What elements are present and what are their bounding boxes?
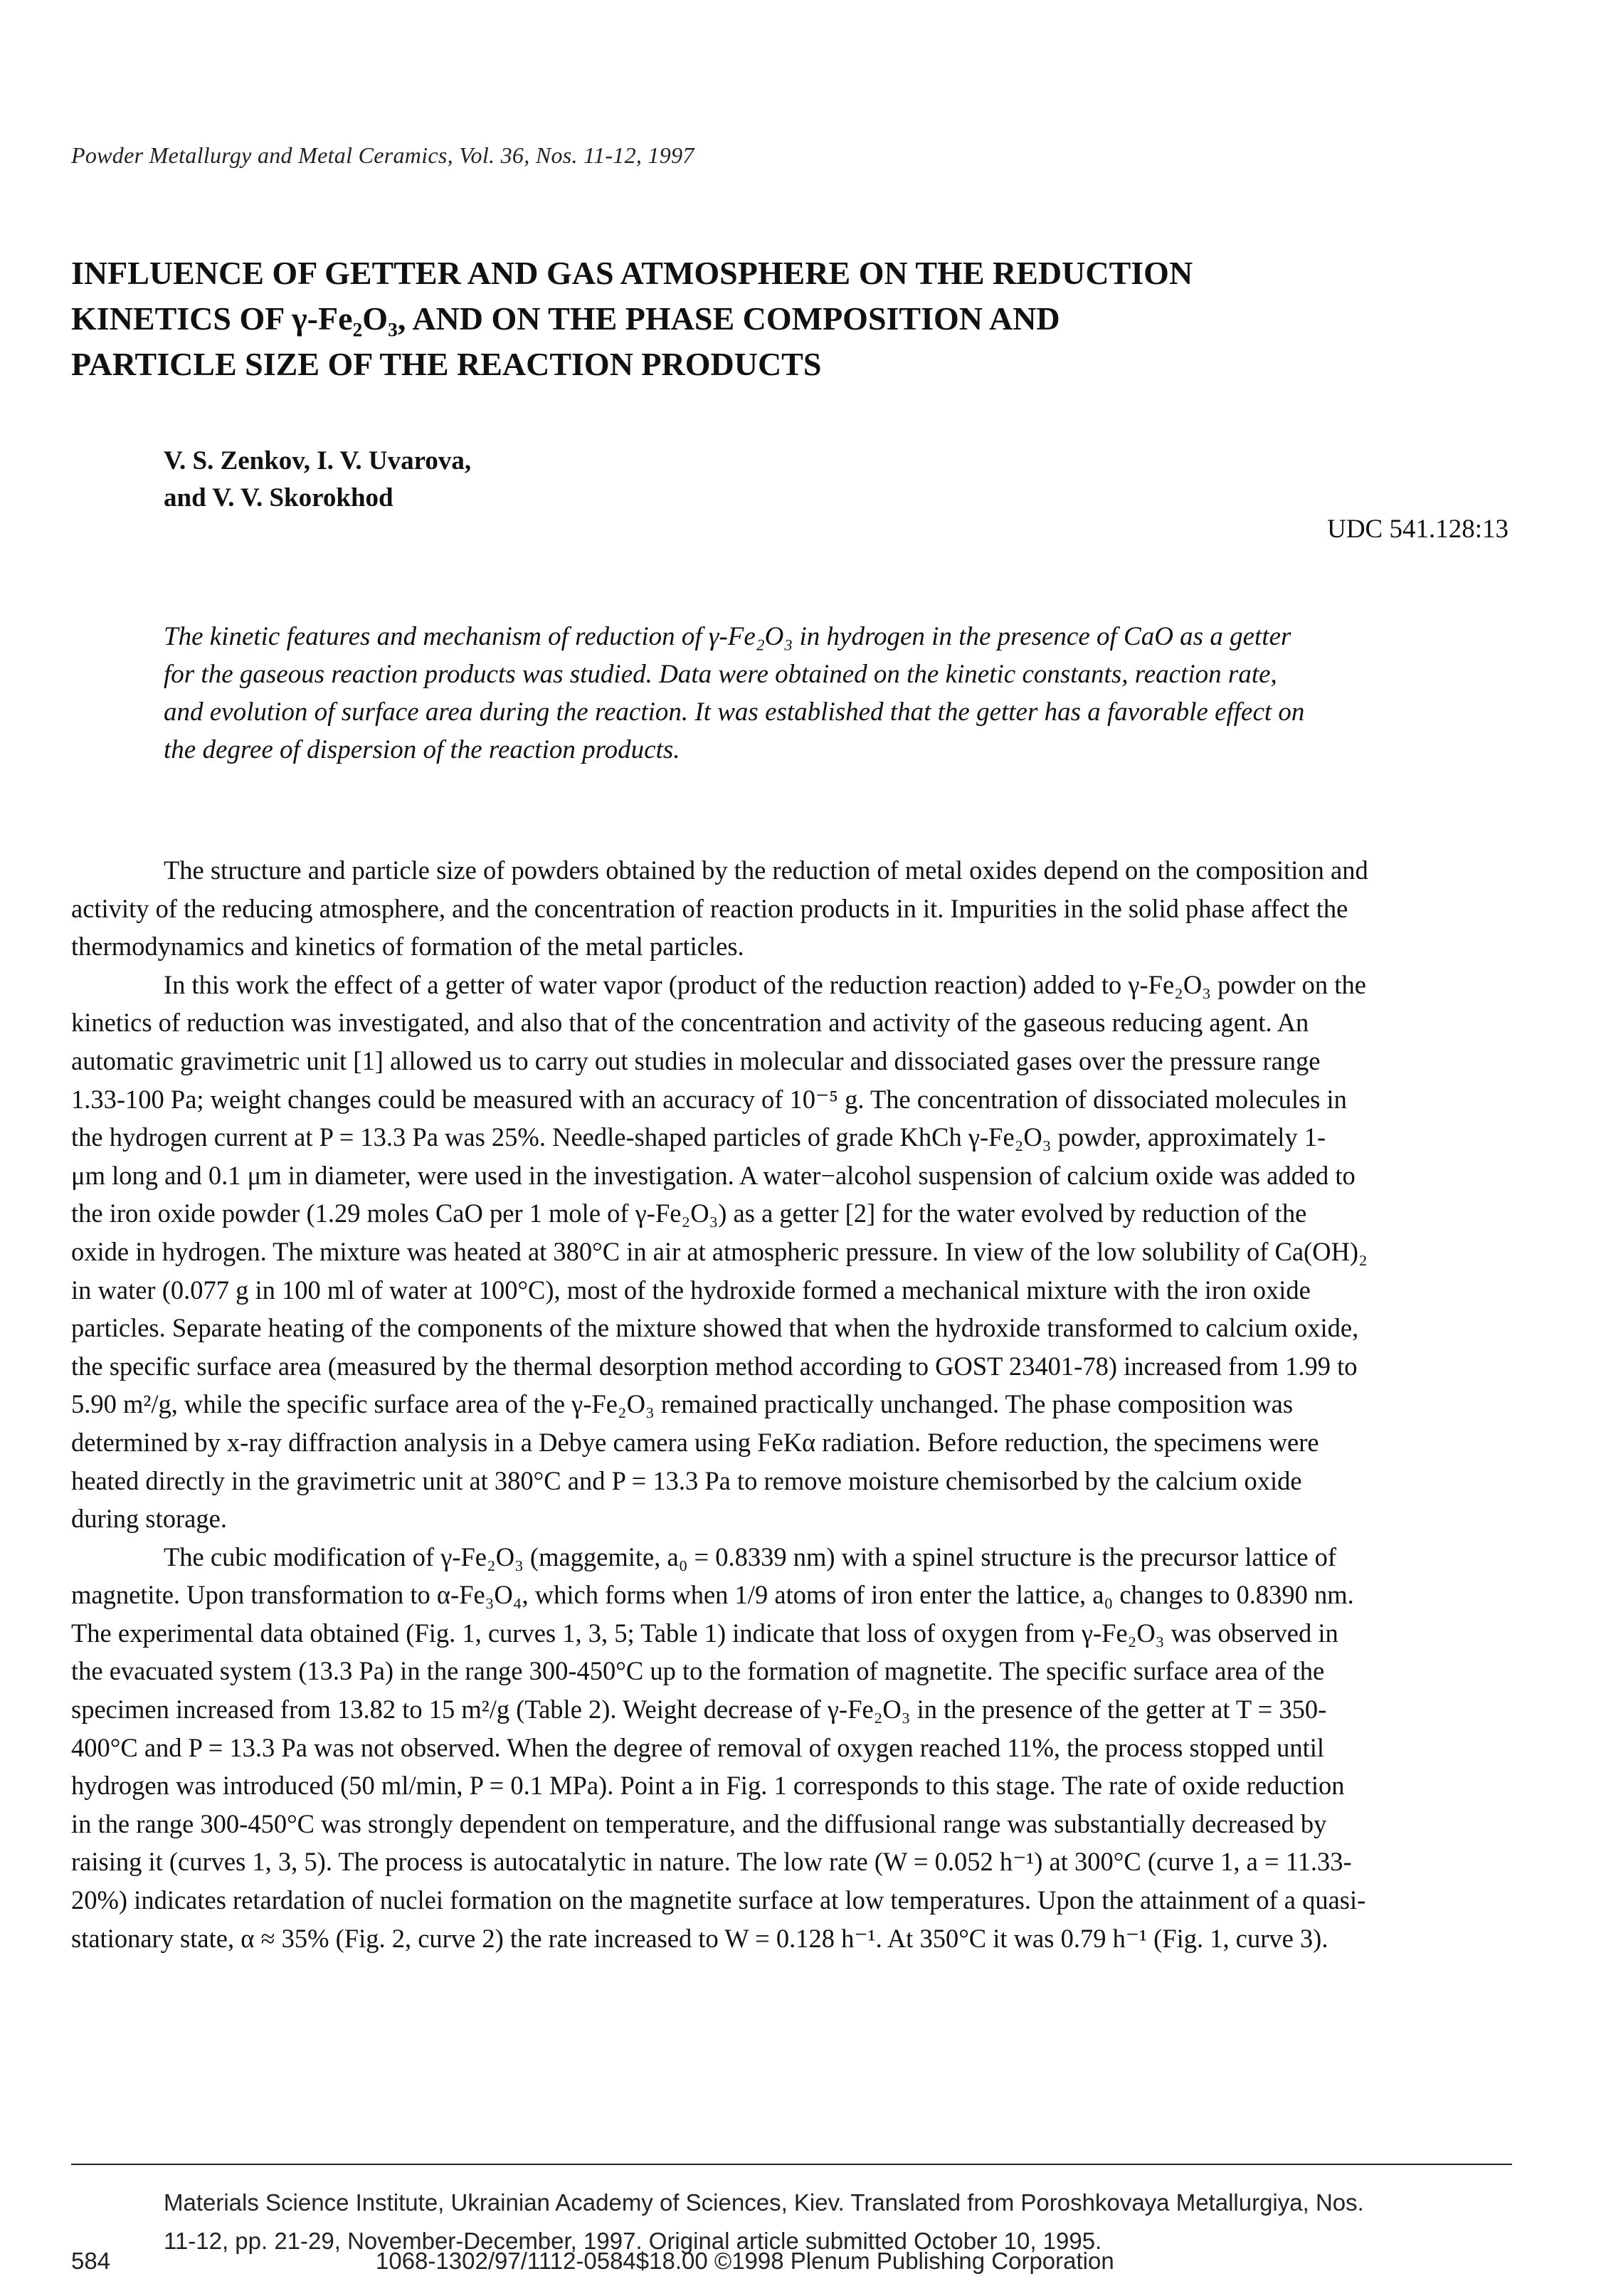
body-line: the iron oxide powder (1.29 moles CaO per 1 mole of γ-Fe₂O₃) as a getter [2] for the water evolved by reduction of the (71, 1199, 1307, 1228)
body-line: The structure and particle size of powders obtained by the reduction of metal oxides depend on the composition and (164, 855, 1368, 885)
title-line: KINETICS OF γ-Fe₂O₃, AND ON THE PHASE COMPOSITION AND (71, 300, 1060, 337)
body-line: kinetics of reduction was investigated, and also that of the concentration and activity of the gaseous reducing agent. An (71, 1008, 1309, 1038)
footnote-line: Materials Science Institute, Ukrainian Academy of Sciences, Kiev. Translated from Poroshkovaya Metallurgiya, Nos. (164, 2189, 1364, 2216)
body-line: in water (0.077 g in 100 ml of water at 100°C), most of the hydroxide formed a mechanical mixture with the iron oxide (71, 1275, 1311, 1305)
abstract-line: for the gaseous reaction products was studied. Data were obtained on the kinetic constants, reaction rate, (164, 660, 1277, 689)
journal-header: Powder Metallurgy and Metal Ceramics, Vol. 36, Nos. 11-12, 1997 (71, 142, 694, 168)
abstract-line: the degree of dispersion of the reaction products. (164, 735, 680, 764)
body-line: heated directly in the gravimetric unit at 380°C and P = 13.3 Pa to remove moisture chemisorbed by the calcium oxide (71, 1465, 1302, 1495)
body-line: In this work the effect of a getter of water vapor (product of the reduction reaction) added to γ-Fe₂O₃ powder on the (164, 969, 1366, 999)
abstract (164, 618, 1508, 769)
body-line: thermodynamics and kinetics of formation of the metal particles. (71, 932, 744, 962)
body-line: activity of the reducing atmosphere, and the concentration of reaction products in it. Impurities in the solid phase affect the (71, 893, 1348, 923)
body-line: the specific surface area (measured by the thermal desorption method according to GOST 23401-78) increased from 1.99 to (71, 1351, 1358, 1381)
authors-line: V. S. Zenkov, I. V. Uvarova, (164, 446, 472, 475)
abstract-line: The kinetic features and mechanism of reduction of γ-Fe₂O₃ in hydrogen in the presence of CaO as a getter (164, 622, 1291, 651)
body-line: μm long and 0.1 μm in diameter, were used in the investigation. A water−alcohol suspension of calcium oxide was added to (71, 1160, 1356, 1190)
abstract-line: and evolution of surface area during the reaction. It was established that the getter has a favorable effect on (164, 697, 1305, 727)
copyright-line: 1068-1302/97/1112-0584$18.00 ©1998 Plenum Publishing Corporation (376, 2248, 1114, 2274)
body-line: 20%) indicates retardation of nuclei formation on the magnetite surface at low temperatures. Upon the attainment of a quasi- (71, 1885, 1366, 1915)
body-line: particles. Separate heating of the components of the mixture showed that when the hydroxide transformed to calcium oxide, (71, 1313, 1359, 1343)
body-line: determined by x-ray diffraction analysis in a Debye camera using FeKα radiation. Before reduction, the specimens were (71, 1427, 1319, 1457)
body-line: hydrogen was introduced (50 ml/min, P = 0.1 MPa). Point a in Fig. 1 corresponds to this stage. The rate of oxide reduction (71, 1771, 1345, 1801)
footnote-divider (71, 2164, 1512, 2165)
title-line: PARTICLE SIZE OF THE REACTION PRODUCTS (71, 346, 822, 382)
body-line: in the range 300-450°C was strongly dependent on temperature, and the diffusional range was substantially decreased by (71, 1808, 1327, 1838)
title-line: INFLUENCE OF GETTER AND GAS ATMOSPHERE ON THE REDUCTION (71, 255, 1193, 291)
udc-code: UDC 541.128:13 (1327, 515, 1508, 544)
body-line: 400°C and P = 13.3 Pa was not observed. When the degree of removal of oxygen reached 11%, the process stopped until (71, 1732, 1325, 1762)
body-line: The experimental data obtained (Fig. 1, curves 1, 3, 5; Table 1) indicate that loss of oxygen from γ-Fe₂O₃ was observed in (71, 1618, 1338, 1648)
body-line: during storage. (71, 1504, 227, 1534)
body-line: magnetite. Upon transformation to α-Fe₃O₄, which forms when 1/9 atoms of iron enter the lattice, a₀ changes to 0.8390 nm. (71, 1580, 1354, 1610)
footnote-line: 11-12, pp. 21-29, November-December, 1997. Original article submitted October 10, 1995. (164, 2228, 1102, 2254)
body-line: oxide in hydrogen. The mixture was heated at 380°C in air at atmospheric pressure. In view of the low solubility of Ca(OH)₂ (71, 1236, 1368, 1266)
body-line: the evacuated system (13.3 Pa) in the range 300-450°C up to the formation of magnetite. The specific surface area of the (71, 1656, 1325, 1686)
body-line: automatic gravimetric unit [1] allowed us to carry out studies in molecular and dissociated gases over the pressure range (71, 1046, 1321, 1075)
body-line: the hydrogen current at P = 13.3 Pa was 25%. Needle-shaped particles of grade KhCh γ-Fe₂O₃ powder, approximately 1- (71, 1122, 1326, 1152)
article-title (71, 251, 1423, 387)
body-text (71, 851, 1530, 1957)
authors-line: and V. V. Skorokhod (164, 483, 393, 512)
body-line: specimen increased from 13.82 to 15 m²/g (Table 2). Weight decrease of γ-Fe₂O₃ in the presence of the getter at T = 350- (71, 1695, 1327, 1724)
body-line: The cubic modification of γ-Fe₂O₃ (maggemite, a₀ = 0.8339 nm) with a spinel structure is the precursor lattice of (164, 1542, 1336, 1571)
body-line: stationary state, α ≈ 35% (Fig. 2, curve 2) the rate increased to W = 0.128 h⁻¹. At 350°C it was 0.79 h⁻¹ (Fig. 1, curve 3). (71, 1923, 1328, 1953)
body-line: 1.33-100 Pa; weight changes could be measured with an accuracy of 10⁻⁵ g. The concentration of dissociated molecules in (71, 1084, 1347, 1114)
page-number: 584 (71, 2248, 111, 2274)
body-line: 5.90 m²/g, while the specific surface area of the γ-Fe₂O₃ remained practically unchanged. The phase composition was (71, 1389, 1294, 1419)
authors (164, 443, 471, 517)
body-line: raising it (curves 1, 3, 5). The process is autocatalytic in nature. The low rate (W = 0.052 h⁻¹) at 300°C (curve 1, a = 11.33- (71, 1847, 1352, 1877)
